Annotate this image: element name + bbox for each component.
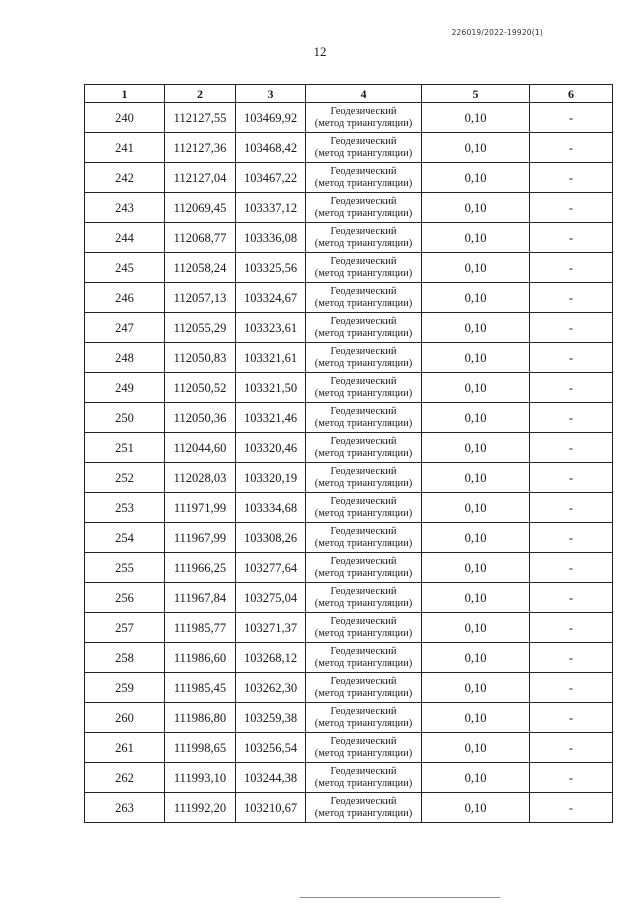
- method-cell: [306, 313, 422, 343]
- method-cell: [306, 673, 422, 703]
- column-header: 5: [422, 85, 530, 103]
- method-line-2: (метод триангуляции): [314, 447, 413, 459]
- x-coordinate-cell: 112127,55: [165, 103, 236, 133]
- y-coordinate-cell: 103336,08: [236, 223, 306, 253]
- table-row: [85, 223, 613, 253]
- method-line-2: (метод триангуляции): [314, 537, 413, 549]
- extra-cell: -: [530, 583, 613, 613]
- y-coordinate-cell: 103320,19: [236, 463, 306, 493]
- x-coordinate-cell: 112127,04: [165, 163, 236, 193]
- accuracy-cell: 0,10: [422, 343, 530, 373]
- extra-cell: -: [530, 103, 613, 133]
- table-row: [85, 583, 613, 613]
- extra-cell: -: [530, 703, 613, 733]
- table-row: [85, 733, 613, 763]
- y-coordinate-cell: 103256,54: [236, 733, 306, 763]
- accuracy-cell: 0,10: [422, 583, 530, 613]
- method-cell: [306, 223, 422, 253]
- extra-cell: -: [530, 733, 613, 763]
- method-line-1: Геодезический: [330, 796, 397, 807]
- accuracy-cell: 0,10: [422, 433, 530, 463]
- extra-cell: -: [530, 313, 613, 343]
- method-cell: [306, 103, 422, 133]
- x-coordinate-cell: 112068,77: [165, 223, 236, 253]
- method-line-2: (метод триангуляции): [314, 507, 413, 519]
- accuracy-cell: 0,10: [422, 793, 530, 823]
- accuracy-cell: 0,10: [422, 193, 530, 223]
- method-line-2: (метод триангуляции): [314, 747, 413, 759]
- point-number-cell: 247: [85, 313, 165, 343]
- y-coordinate-cell: 103321,50: [236, 373, 306, 403]
- accuracy-cell: 0,10: [422, 373, 530, 403]
- extra-cell: -: [530, 163, 613, 193]
- method-line-2: (метод триангуляции): [314, 237, 413, 249]
- page-number: 12: [313, 44, 327, 59]
- x-coordinate-cell: 111998,65: [165, 733, 236, 763]
- y-coordinate-cell: 103325,56: [236, 253, 306, 283]
- point-number-cell: 251: [85, 433, 165, 463]
- method-line-1: Геодезический: [330, 436, 397, 447]
- extra-cell: -: [530, 613, 613, 643]
- table-row: [85, 463, 613, 493]
- method-cell: [306, 133, 422, 163]
- method-line-2: (метод триангуляции): [314, 597, 413, 609]
- extra-cell: -: [530, 763, 613, 793]
- method-line-1: Геодезический: [330, 676, 397, 687]
- method-cell: [306, 643, 422, 673]
- table-row: [85, 253, 613, 283]
- table-row: [85, 313, 613, 343]
- y-coordinate-cell: 103271,37: [236, 613, 306, 643]
- method-cell: [306, 373, 422, 403]
- accuracy-cell: 0,10: [422, 283, 530, 313]
- table-row: [85, 193, 613, 223]
- method-cell: [306, 193, 422, 223]
- extra-cell: -: [530, 793, 613, 823]
- table-row: [85, 433, 613, 463]
- x-coordinate-cell: 112055,29: [165, 313, 236, 343]
- method-line-2: (метод триангуляции): [314, 777, 413, 789]
- method-line-1: Геодезический: [330, 316, 397, 327]
- method-line-1: Геодезический: [330, 466, 397, 477]
- extra-cell: -: [530, 553, 613, 583]
- x-coordinate-cell: 111993,10: [165, 763, 236, 793]
- point-number-cell: 263: [85, 793, 165, 823]
- y-coordinate-cell: 103268,12: [236, 643, 306, 673]
- method-cell: [306, 793, 422, 823]
- point-number-cell: 249: [85, 373, 165, 403]
- method-line-1: Геодезический: [330, 226, 397, 237]
- table-row: [85, 673, 613, 703]
- coordinates-table: [84, 84, 613, 823]
- extra-cell: -: [530, 523, 613, 553]
- accuracy-cell: 0,10: [422, 703, 530, 733]
- y-coordinate-cell: 103468,42: [236, 133, 306, 163]
- y-coordinate-cell: 103320,46: [236, 433, 306, 463]
- scan-border-line: [300, 897, 500, 898]
- method-cell: [306, 733, 422, 763]
- table-row: [85, 103, 613, 133]
- document-id: 226019/2022-19920(1): [451, 28, 543, 37]
- extra-cell: -: [530, 223, 613, 253]
- table-row: [85, 613, 613, 643]
- point-number-cell: 261: [85, 733, 165, 763]
- extra-cell: -: [530, 493, 613, 523]
- x-coordinate-cell: 112028,03: [165, 463, 236, 493]
- accuracy-cell: 0,10: [422, 313, 530, 343]
- x-coordinate-cell: 111985,45: [165, 673, 236, 703]
- table-row: [85, 643, 613, 673]
- accuracy-cell: 0,10: [422, 493, 530, 523]
- method-line-1: Геодезический: [330, 166, 397, 177]
- table-body: [85, 103, 613, 823]
- method-line-1: Геодезический: [330, 256, 397, 267]
- y-coordinate-cell: 103324,67: [236, 283, 306, 313]
- y-coordinate-cell: 103308,26: [236, 523, 306, 553]
- method-cell: [306, 763, 422, 793]
- extra-cell: -: [530, 373, 613, 403]
- x-coordinate-cell: 112050,36: [165, 403, 236, 433]
- y-coordinate-cell: 103321,46: [236, 403, 306, 433]
- point-number-cell: 255: [85, 553, 165, 583]
- x-coordinate-cell: 112058,24: [165, 253, 236, 283]
- accuracy-cell: 0,10: [422, 613, 530, 643]
- point-number-cell: 244: [85, 223, 165, 253]
- point-number-cell: 245: [85, 253, 165, 283]
- y-coordinate-cell: 103275,04: [236, 583, 306, 613]
- column-header: 3: [236, 85, 306, 103]
- accuracy-cell: 0,10: [422, 763, 530, 793]
- method-line-2: (метод триангуляции): [314, 297, 413, 309]
- x-coordinate-cell: 111986,80: [165, 703, 236, 733]
- table-header-row: [85, 85, 613, 103]
- x-coordinate-cell: 111967,84: [165, 583, 236, 613]
- point-number-cell: 256: [85, 583, 165, 613]
- method-line-2: (метод триангуляции): [314, 627, 413, 639]
- point-number-cell: 262: [85, 763, 165, 793]
- method-cell: [306, 463, 422, 493]
- method-line-2: (метод триангуляции): [314, 657, 413, 669]
- method-line-1: Геодезический: [330, 616, 397, 627]
- method-line-1: Геодезический: [330, 196, 397, 207]
- method-line-1: Геодезический: [330, 706, 397, 717]
- method-line-1: Геодезический: [330, 586, 397, 597]
- method-line-1: Геодезический: [330, 556, 397, 567]
- table-row: [85, 493, 613, 523]
- point-number-cell: 241: [85, 133, 165, 163]
- table-row: [85, 163, 613, 193]
- y-coordinate-cell: 103277,64: [236, 553, 306, 583]
- extra-cell: -: [530, 283, 613, 313]
- extra-cell: -: [530, 253, 613, 283]
- method-cell: [306, 613, 422, 643]
- x-coordinate-cell: 111985,77: [165, 613, 236, 643]
- point-number-cell: 248: [85, 343, 165, 373]
- y-coordinate-cell: 103467,22: [236, 163, 306, 193]
- table-row: [85, 793, 613, 823]
- method-line-2: (метод триангуляции): [314, 207, 413, 219]
- x-coordinate-cell: 111971,99: [165, 493, 236, 523]
- accuracy-cell: 0,10: [422, 253, 530, 283]
- x-coordinate-cell: 111992,20: [165, 793, 236, 823]
- method-line-2: (метод триангуляции): [314, 807, 413, 819]
- extra-cell: -: [530, 193, 613, 223]
- table-row: [85, 763, 613, 793]
- method-cell: [306, 403, 422, 433]
- column-header: 6: [530, 85, 613, 103]
- method-line-1: Геодезический: [330, 286, 397, 297]
- x-coordinate-cell: 111986,60: [165, 643, 236, 673]
- method-line-2: (метод триангуляции): [314, 477, 413, 489]
- extra-cell: -: [530, 463, 613, 493]
- y-coordinate-cell: 103244,38: [236, 763, 306, 793]
- x-coordinate-cell: 112050,83: [165, 343, 236, 373]
- accuracy-cell: 0,10: [422, 643, 530, 673]
- method-line-2: (метод триангуляции): [314, 357, 413, 369]
- method-line-2: (метод триангуляции): [314, 117, 413, 129]
- y-coordinate-cell: 103469,92: [236, 103, 306, 133]
- point-number-cell: 243: [85, 193, 165, 223]
- point-number-cell: 246: [85, 283, 165, 313]
- method-line-1: Геодезический: [330, 376, 397, 387]
- method-line-1: Геодезический: [330, 646, 397, 657]
- method-cell: [306, 553, 422, 583]
- column-header: 1: [85, 85, 165, 103]
- extra-cell: -: [530, 643, 613, 673]
- extra-cell: -: [530, 433, 613, 463]
- point-number-cell: 242: [85, 163, 165, 193]
- accuracy-cell: 0,10: [422, 733, 530, 763]
- method-line-1: Геодезический: [330, 106, 397, 117]
- accuracy-cell: 0,10: [422, 403, 530, 433]
- extra-cell: -: [530, 343, 613, 373]
- table-row: [85, 283, 613, 313]
- method-cell: [306, 283, 422, 313]
- table-row: [85, 523, 613, 553]
- method-line-1: Геодезический: [330, 526, 397, 537]
- x-coordinate-cell: 112127,36: [165, 133, 236, 163]
- method-cell: [306, 163, 422, 193]
- method-cell: [306, 523, 422, 553]
- method-line-2: (метод триангуляции): [314, 567, 413, 579]
- accuracy-cell: 0,10: [422, 163, 530, 193]
- y-coordinate-cell: 103262,30: [236, 673, 306, 703]
- column-header: 4: [306, 85, 422, 103]
- x-coordinate-cell: 111967,99: [165, 523, 236, 553]
- x-coordinate-cell: 112057,13: [165, 283, 236, 313]
- method-cell: [306, 253, 422, 283]
- method-line-2: (метод триангуляции): [314, 267, 413, 279]
- point-number-cell: 240: [85, 103, 165, 133]
- extra-cell: -: [530, 133, 613, 163]
- point-number-cell: 250: [85, 403, 165, 433]
- extra-cell: -: [530, 403, 613, 433]
- x-coordinate-cell: 111966,25: [165, 553, 236, 583]
- method-line-2: (метод триангуляции): [314, 687, 413, 699]
- method-cell: [306, 343, 422, 373]
- accuracy-cell: 0,10: [422, 553, 530, 583]
- accuracy-cell: 0,10: [422, 523, 530, 553]
- point-number-cell: 259: [85, 673, 165, 703]
- method-line-1: Геодезический: [330, 496, 397, 507]
- y-coordinate-cell: 103334,68: [236, 493, 306, 523]
- table-row: [85, 403, 613, 433]
- method-line-1: Геодезический: [330, 766, 397, 777]
- method-cell: [306, 493, 422, 523]
- method-cell: [306, 703, 422, 733]
- method-line-2: (метод триангуляции): [314, 147, 413, 159]
- method-cell: [306, 583, 422, 613]
- column-header: 2: [165, 85, 236, 103]
- method-line-1: Геодезический: [330, 406, 397, 417]
- y-coordinate-cell: 103323,61: [236, 313, 306, 343]
- method-line-2: (метод триангуляции): [314, 417, 413, 429]
- method-line-1: Геодезический: [330, 136, 397, 147]
- method-line-2: (метод триангуляции): [314, 717, 413, 729]
- method-cell: [306, 433, 422, 463]
- accuracy-cell: 0,10: [422, 463, 530, 493]
- method-line-1: Геодезический: [330, 346, 397, 357]
- y-coordinate-cell: 103337,12: [236, 193, 306, 223]
- y-coordinate-cell: 103259,38: [236, 703, 306, 733]
- method-line-2: (метод триангуляции): [314, 387, 413, 399]
- x-coordinate-cell: 112050,52: [165, 373, 236, 403]
- accuracy-cell: 0,10: [422, 223, 530, 253]
- point-number-cell: 258: [85, 643, 165, 673]
- table-row: [85, 133, 613, 163]
- method-line-2: (метод триангуляции): [314, 327, 413, 339]
- table-row: [85, 343, 613, 373]
- accuracy-cell: 0,10: [422, 103, 530, 133]
- accuracy-cell: 0,10: [422, 673, 530, 703]
- x-coordinate-cell: 112069,45: [165, 193, 236, 223]
- point-number-cell: 252: [85, 463, 165, 493]
- x-coordinate-cell: 112044,60: [165, 433, 236, 463]
- table-row: [85, 373, 613, 403]
- y-coordinate-cell: 103321,61: [236, 343, 306, 373]
- point-number-cell: 254: [85, 523, 165, 553]
- point-number-cell: 253: [85, 493, 165, 523]
- extra-cell: -: [530, 673, 613, 703]
- table-row: [85, 553, 613, 583]
- y-coordinate-cell: 103210,67: [236, 793, 306, 823]
- point-number-cell: 260: [85, 703, 165, 733]
- accuracy-cell: 0,10: [422, 133, 530, 163]
- point-number-cell: 257: [85, 613, 165, 643]
- method-line-2: (метод триангуляции): [314, 177, 413, 189]
- method-line-1: Геодезический: [330, 736, 397, 747]
- table-row: [85, 703, 613, 733]
